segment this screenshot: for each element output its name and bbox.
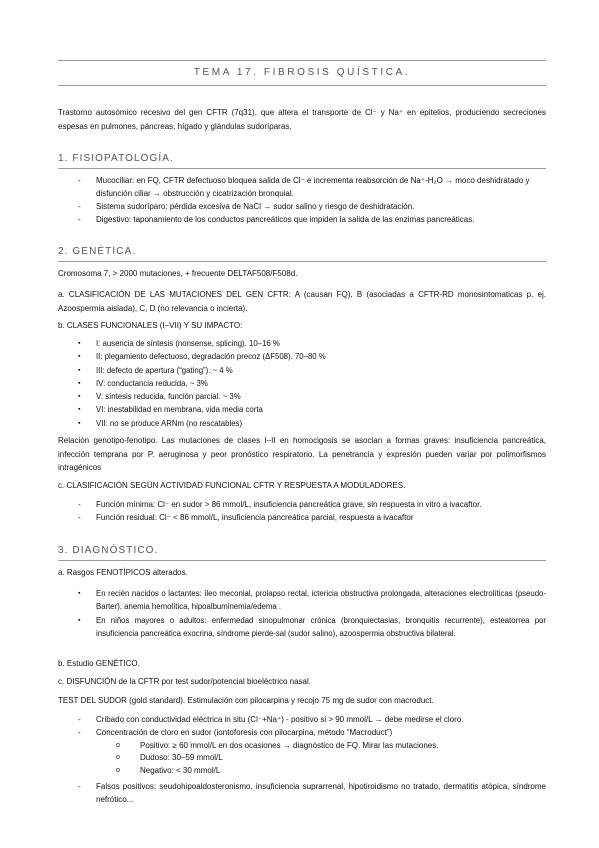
test-sudor: TEST DEL SUDOR (gold standard). Estimulación con pilocarpina y recojo 75 mg de sudor con macroduct. <box>58 696 434 705</box>
list-item: o Positivo: ≥ 60 mmol/L en dos ocasiones → diagnóstico de FQ. Mirar las mutaciones. <box>58 740 546 752</box>
resultados-list <box>58 740 546 777</box>
rasgos-heading: a. Rasgos FENOTÍPICOS alterados. <box>58 568 188 577</box>
document-title: TEMA 17. FIBROSIS QUÍSTICA. <box>193 67 411 78</box>
list-item: - Sistema sudoríparo: pérdida excesiva de NaCl → sudor salino y riesgo de deshidratación. <box>58 200 546 213</box>
list-item: - Digestivo: taponamiento de los conductos pancreáticos que impiden la salida de las enzimas pancreáticas. <box>58 213 546 226</box>
clases-heading: b. CLASES FUNCIONALES (I–VII) Y SU IMPACTO: <box>58 321 243 330</box>
list-item: ▪ VII: no se produce ARNm (no rescatables) <box>58 417 546 430</box>
rasgos-list <box>58 587 546 640</box>
list-item: - Mucociliar: en FQ, CFTR defectuoso bloquea salida de Cl⁻ e incrementa reabsorción de Na⁺-H₂O → moco deshidratado y disfunción ciliar → obstrucción y cicatrización bronquial. <box>58 174 546 200</box>
estudio-genetico: b. Estudio GENÉTICO. <box>58 659 140 668</box>
falsos-list <box>58 780 546 806</box>
intro-paragraph: Trastorno autosómico recesivo del gen CFTR (7q31), que altera el transporte de Cl⁻ y Na⁺ en epitelios, produciendo secreciones espesas en pulmones, páncreas, hígado y glándulas sudoríparas. <box>58 108 546 131</box>
list-item: - Cribado con conductividad eléctrica in situ (Cl⁻+Na⁺) - positivo si > 90 mmol/L → debe medirse el cloro. <box>58 713 546 726</box>
list-item: ▪ III: defecto de apertura (“gating”). ~ 4 % <box>58 364 546 377</box>
clasificacion-a: a. CLASIFICACIÓN DE LAS MUTACIONES DEL GEN CFTR: A (causan FQ), B (asociadas a CFTR-RD monosintomaticas p. ej. Azoospermia aislada), C, D (no relevancia o incierta). <box>58 290 546 313</box>
disfuncion-cftr: c. DISFUNCIÓN de la CFTR por test sudor/potencial bioeléctrico nasal. <box>58 677 311 686</box>
list-item: ▪ En niños mayores o adultos: enfermedad sinopulmonar crónica (bronquiectasias, bronquitis recurrente), esteatorrea por insuficiencia pancreática exocrina, síndrome pierde-sal (sudor salino), azoospermia obstructiva bilateral. <box>58 614 546 641</box>
diagnostico-list <box>58 713 546 739</box>
relacion-genotipo-fenotipo: Relación genotipo-fenotipo. Las mutaciones de clases I–II en homocigosis se asocian a formas graves: insuficiencia pancreática, infección temprana por P. aeruginosa y peor pronóstico respiratorio. La penetrancia y expresión pueden variar por polimorfismos intragénicos <box>58 436 546 473</box>
section-heading-diagnostico: 3. DIAGNÓSTICO. <box>58 544 546 561</box>
clasificacion-c: c. CLASIFICACIÓN SEGÚN ACTIVIDAD FUNCIONAL CFTR Y RESPUESTA A MODULADORES. <box>58 481 406 490</box>
section-heading-fisiopatologia: 1. FISIOPATOLOGÍA. <box>58 152 546 169</box>
list-item: o Negativo: < 30 mmol/L <box>58 765 546 777</box>
cromosoma-line: Cromosoma 7, > 2000 mutaciones, + frecuente DELTAF508/F508d. <box>58 269 298 278</box>
document-title-box <box>58 60 546 86</box>
section-heading-genetica: 2. GENÉTICA. <box>58 245 546 262</box>
list-item: - Función mínima: Cl⁻ en sudor > 86 mmol/L, insuficiencia pancreática grave, sin respuesta in vitro a ivacaftor. <box>58 498 546 511</box>
list-item: ▪ II: plegamiento defectuoso, degradación precoz (ΔF508). 70–80 % <box>58 350 546 363</box>
list-item: o Dudoso: 30–59 mmol/L <box>58 752 546 764</box>
list-item: ▪ En recién nacidos o lactantes: íleo meconial, prolapso rectal, ictericia obstructiva prolongada, alteraciones electrolíticas (pseudo-Barter), anemia hemolítica, hipoalbuminemia/edema . <box>58 587 546 614</box>
list-item: - Concentración de cloro en sudor (iontoforesis con pilocarpina, método “Macroduct”) <box>58 726 546 739</box>
clases-list <box>58 337 546 430</box>
list-item: ▪ IV: conductancia reducida. ~ 3% <box>58 377 546 390</box>
fisiopatologia-list <box>58 174 546 226</box>
list-item: ▪ VI: inestabilidad en membrana, vida media corta <box>58 403 546 416</box>
list-item: - Falsos positivos: seudohipoaldosteronismo, insuficiencia suprarrenal, hipotiroidismo no tratado, dermatitis atópica, síndrome nefrótico... <box>58 780 546 806</box>
list-item: ▪ I: ausencia de síntesis (nonsense, splicing). 10–16 % <box>58 337 546 350</box>
list-item: - Función residual: Cl⁻ < 86 mmol/L, insuficiencia pancreática parcial, respuesta a ivacaftor <box>58 511 546 524</box>
list-item: ▪ V: síntesis reducida, función parcial. ~ 3% <box>58 390 546 403</box>
funcion-list <box>58 498 546 524</box>
